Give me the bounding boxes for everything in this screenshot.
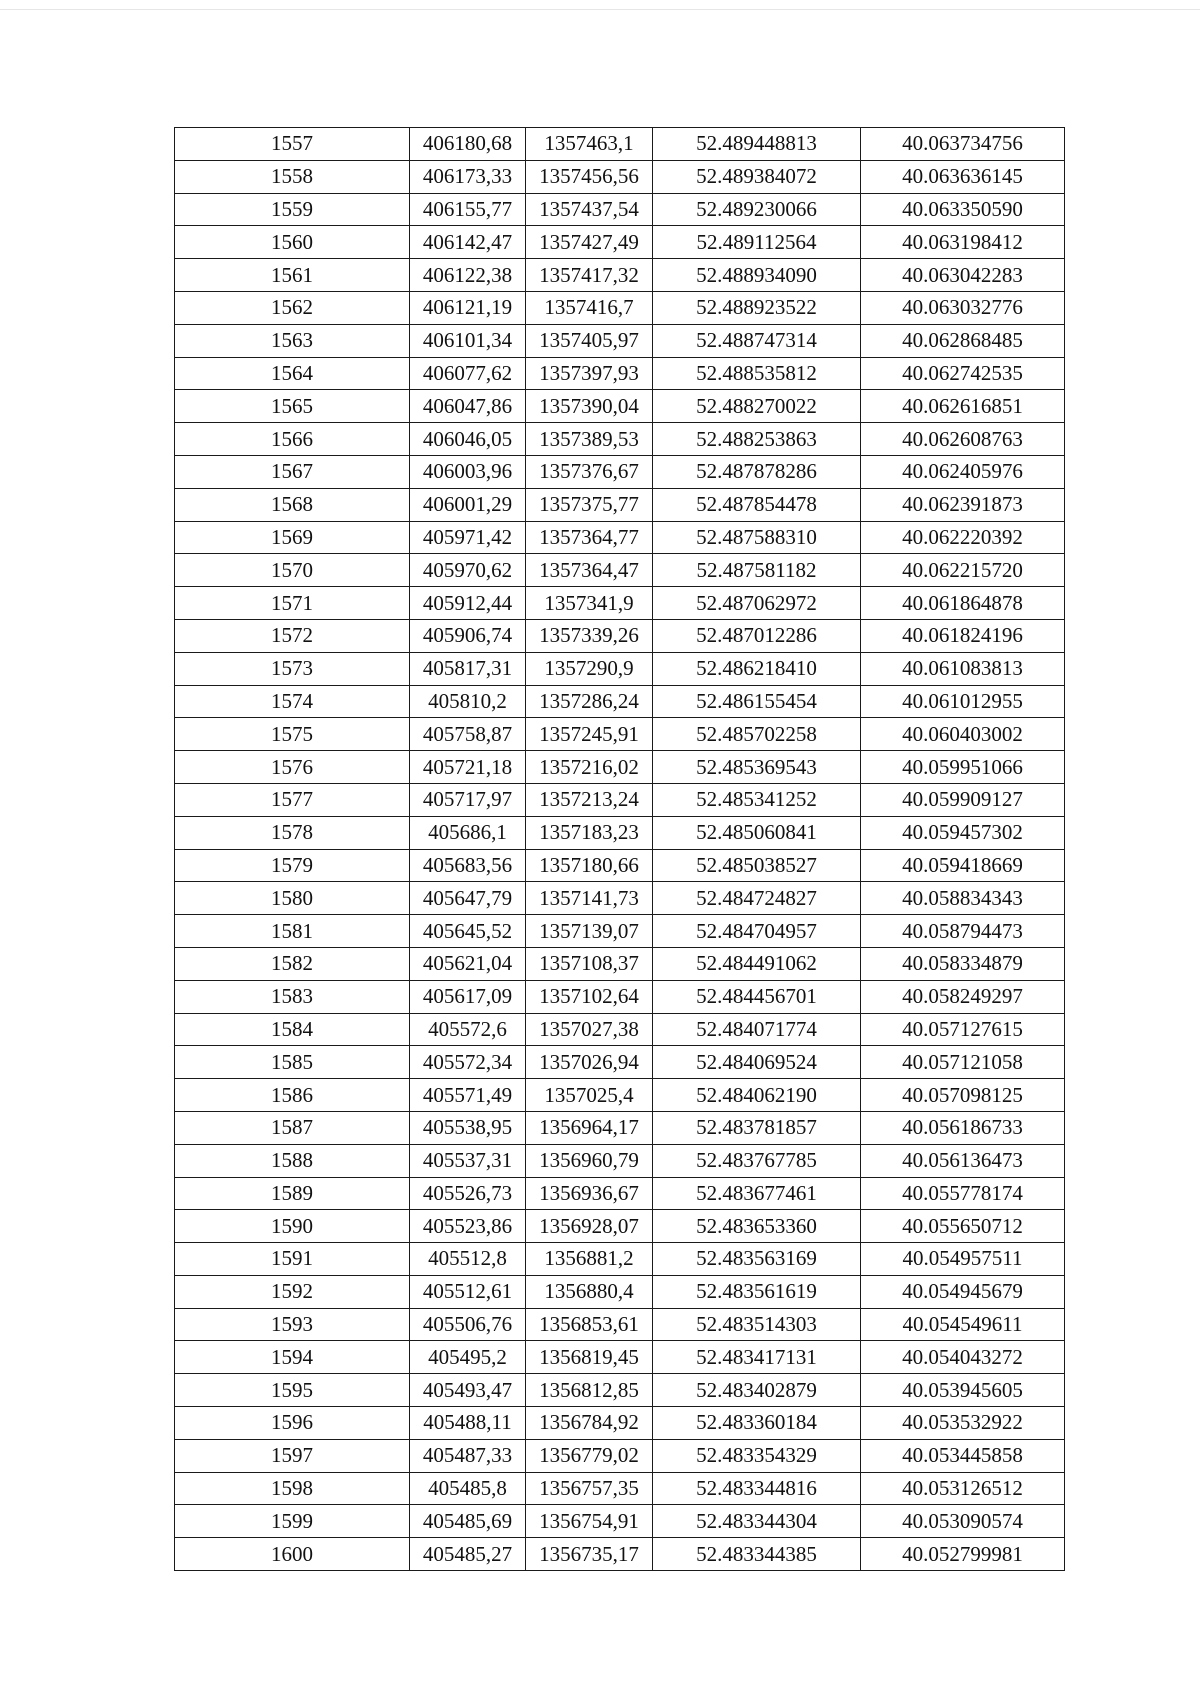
x-coordinate-cell: 405810,2	[410, 685, 526, 718]
longitude-cell: 40.055650712	[861, 1210, 1065, 1243]
y-coordinate-cell: 1357339,26	[526, 619, 653, 652]
x-coordinate-cell: 405717,97	[410, 783, 526, 816]
x-coordinate-cell: 406155,77	[410, 193, 526, 226]
longitude-cell: 40.059418669	[861, 849, 1065, 882]
table-row	[175, 783, 1065, 816]
latitude-cell: 52.486218410	[653, 652, 861, 685]
x-coordinate-cell: 405537,31	[410, 1144, 526, 1177]
point-number-cell: 1574	[175, 685, 410, 718]
x-coordinate-cell: 405572,34	[410, 1046, 526, 1079]
y-coordinate-cell: 1356779,02	[526, 1439, 653, 1472]
point-number-cell: 1599	[175, 1505, 410, 1538]
y-coordinate-cell: 1357390,04	[526, 390, 653, 423]
longitude-cell: 40.062220392	[861, 521, 1065, 554]
table-row	[175, 1177, 1065, 1210]
table-row	[175, 455, 1065, 488]
table-row	[175, 291, 1065, 324]
longitude-cell: 40.063032776	[861, 291, 1065, 324]
longitude-cell: 40.053445858	[861, 1439, 1065, 1472]
table-row	[175, 980, 1065, 1013]
y-coordinate-cell: 1357290,9	[526, 652, 653, 685]
longitude-cell: 40.062616851	[861, 390, 1065, 423]
latitude-cell: 52.483344304	[653, 1505, 861, 1538]
table-row	[175, 1111, 1065, 1144]
x-coordinate-cell: 406003,96	[410, 455, 526, 488]
table-row	[175, 1243, 1065, 1276]
point-number-cell: 1576	[175, 751, 410, 784]
point-number-cell: 1586	[175, 1079, 410, 1112]
table-row	[175, 324, 1065, 357]
table-row	[175, 915, 1065, 948]
table-row	[175, 259, 1065, 292]
x-coordinate-cell: 405506,76	[410, 1308, 526, 1341]
x-coordinate-cell: 405538,95	[410, 1111, 526, 1144]
longitude-cell: 40.056136473	[861, 1144, 1065, 1177]
x-coordinate-cell: 406001,29	[410, 488, 526, 521]
longitude-cell: 40.059457302	[861, 816, 1065, 849]
latitude-cell: 52.487878286	[653, 455, 861, 488]
point-number-cell: 1560	[175, 226, 410, 259]
y-coordinate-cell: 1357139,07	[526, 915, 653, 948]
latitude-cell: 52.484456701	[653, 980, 861, 1013]
y-coordinate-cell: 1357427,49	[526, 226, 653, 259]
latitude-cell: 52.484704957	[653, 915, 861, 948]
point-number-cell: 1588	[175, 1144, 410, 1177]
table-row	[175, 587, 1065, 620]
x-coordinate-cell: 405912,44	[410, 587, 526, 620]
table-row	[175, 357, 1065, 390]
x-coordinate-cell: 406046,05	[410, 423, 526, 456]
table-row	[175, 390, 1065, 423]
table-row	[175, 1013, 1065, 1046]
y-coordinate-cell: 1357213,24	[526, 783, 653, 816]
y-coordinate-cell: 1357216,02	[526, 751, 653, 784]
y-coordinate-cell: 1357375,77	[526, 488, 653, 521]
y-coordinate-cell: 1356757,35	[526, 1472, 653, 1505]
latitude-cell: 52.487581182	[653, 554, 861, 587]
y-coordinate-cell: 1357437,54	[526, 193, 653, 226]
latitude-cell: 52.487012286	[653, 619, 861, 652]
latitude-cell: 52.489112564	[653, 226, 861, 259]
x-coordinate-cell: 406101,34	[410, 324, 526, 357]
point-number-cell: 1593	[175, 1308, 410, 1341]
latitude-cell: 52.483344816	[653, 1472, 861, 1505]
x-coordinate-cell: 405686,1	[410, 816, 526, 849]
latitude-cell: 52.488253863	[653, 423, 861, 456]
table-row	[175, 128, 1065, 161]
point-number-cell: 1566	[175, 423, 410, 456]
x-coordinate-cell: 405526,73	[410, 1177, 526, 1210]
x-coordinate-cell: 405495,2	[410, 1341, 526, 1374]
table-row	[175, 1407, 1065, 1440]
latitude-cell: 52.488747314	[653, 324, 861, 357]
table-row	[175, 619, 1065, 652]
table-row	[175, 1374, 1065, 1407]
y-coordinate-cell: 1357102,64	[526, 980, 653, 1013]
point-number-cell: 1570	[175, 554, 410, 587]
point-number-cell: 1587	[175, 1111, 410, 1144]
table-row	[175, 718, 1065, 751]
latitude-cell: 52.486155454	[653, 685, 861, 718]
longitude-cell: 40.061083813	[861, 652, 1065, 685]
x-coordinate-cell: 406121,19	[410, 291, 526, 324]
longitude-cell: 40.058334879	[861, 947, 1065, 980]
longitude-cell: 40.063042283	[861, 259, 1065, 292]
table-row	[175, 488, 1065, 521]
point-number-cell: 1573	[175, 652, 410, 685]
point-number-cell: 1596	[175, 1407, 410, 1440]
y-coordinate-cell: 1357025,4	[526, 1079, 653, 1112]
latitude-cell: 52.484491062	[653, 947, 861, 980]
latitude-cell: 52.483653360	[653, 1210, 861, 1243]
x-coordinate-cell: 405970,62	[410, 554, 526, 587]
table-row	[175, 160, 1065, 193]
longitude-cell: 40.052799981	[861, 1538, 1065, 1571]
point-number-cell: 1563	[175, 324, 410, 357]
point-number-cell: 1590	[175, 1210, 410, 1243]
x-coordinate-cell: 405817,31	[410, 652, 526, 685]
latitude-cell: 52.483781857	[653, 1111, 861, 1144]
x-coordinate-cell: 406047,86	[410, 390, 526, 423]
y-coordinate-cell: 1357180,66	[526, 849, 653, 882]
table-row	[175, 1308, 1065, 1341]
y-coordinate-cell: 1356881,2	[526, 1243, 653, 1276]
point-number-cell: 1598	[175, 1472, 410, 1505]
longitude-cell: 40.058834343	[861, 882, 1065, 915]
coordinates-table-body	[175, 128, 1065, 1571]
y-coordinate-cell: 1357286,24	[526, 685, 653, 718]
point-number-cell: 1558	[175, 160, 410, 193]
point-number-cell: 1568	[175, 488, 410, 521]
point-number-cell: 1584	[175, 1013, 410, 1046]
table-row	[175, 751, 1065, 784]
y-coordinate-cell: 1356819,45	[526, 1341, 653, 1374]
longitude-cell: 40.054957511	[861, 1243, 1065, 1276]
table-row	[175, 1439, 1065, 1472]
y-coordinate-cell: 1357364,77	[526, 521, 653, 554]
point-number-cell: 1565	[175, 390, 410, 423]
point-number-cell: 1580	[175, 882, 410, 915]
latitude-cell: 52.483417131	[653, 1341, 861, 1374]
point-number-cell: 1575	[175, 718, 410, 751]
x-coordinate-cell: 405971,42	[410, 521, 526, 554]
latitude-cell: 52.483344385	[653, 1538, 861, 1571]
table-row	[175, 652, 1065, 685]
longitude-cell: 40.063734756	[861, 128, 1065, 161]
latitude-cell: 52.489448813	[653, 128, 861, 161]
y-coordinate-cell: 1356928,07	[526, 1210, 653, 1243]
longitude-cell: 40.060403002	[861, 718, 1065, 751]
longitude-cell: 40.053090574	[861, 1505, 1065, 1538]
point-number-cell: 1589	[175, 1177, 410, 1210]
longitude-cell: 40.061012955	[861, 685, 1065, 718]
x-coordinate-cell: 406077,62	[410, 357, 526, 390]
latitude-cell: 52.483514303	[653, 1308, 861, 1341]
x-coordinate-cell: 405572,6	[410, 1013, 526, 1046]
point-number-cell: 1578	[175, 816, 410, 849]
latitude-cell: 52.483561619	[653, 1275, 861, 1308]
table-row	[175, 816, 1065, 849]
table-row	[175, 193, 1065, 226]
longitude-cell: 40.062608763	[861, 423, 1065, 456]
longitude-cell: 40.053532922	[861, 1407, 1065, 1440]
y-coordinate-cell: 1357376,67	[526, 455, 653, 488]
table-row	[175, 1210, 1065, 1243]
latitude-cell: 52.484071774	[653, 1013, 861, 1046]
point-number-cell: 1572	[175, 619, 410, 652]
x-coordinate-cell: 405617,09	[410, 980, 526, 1013]
table-row	[175, 554, 1065, 587]
longitude-cell: 40.054945679	[861, 1275, 1065, 1308]
latitude-cell: 52.487062972	[653, 587, 861, 620]
table-row	[175, 423, 1065, 456]
latitude-cell: 52.483677461	[653, 1177, 861, 1210]
table-row	[175, 1046, 1065, 1079]
x-coordinate-cell: 405487,33	[410, 1439, 526, 1472]
longitude-cell: 40.061864878	[861, 587, 1065, 620]
longitude-cell: 40.053945605	[861, 1374, 1065, 1407]
point-number-cell: 1557	[175, 128, 410, 161]
latitude-cell: 52.489384072	[653, 160, 861, 193]
table-row	[175, 1341, 1065, 1374]
point-number-cell: 1567	[175, 455, 410, 488]
table-row	[175, 1079, 1065, 1112]
latitude-cell: 52.485369543	[653, 751, 861, 784]
x-coordinate-cell: 406142,47	[410, 226, 526, 259]
longitude-cell: 40.062215720	[861, 554, 1065, 587]
x-coordinate-cell: 405647,79	[410, 882, 526, 915]
table-row	[175, 521, 1065, 554]
point-number-cell: 1577	[175, 783, 410, 816]
x-coordinate-cell: 405523,86	[410, 1210, 526, 1243]
table-row	[175, 1275, 1065, 1308]
y-coordinate-cell: 1356936,67	[526, 1177, 653, 1210]
point-number-cell: 1595	[175, 1374, 410, 1407]
y-coordinate-cell: 1356735,17	[526, 1538, 653, 1571]
y-coordinate-cell: 1357027,38	[526, 1013, 653, 1046]
point-number-cell: 1569	[175, 521, 410, 554]
longitude-cell: 40.057121058	[861, 1046, 1065, 1079]
latitude-cell: 52.489230066	[653, 193, 861, 226]
x-coordinate-cell: 405906,74	[410, 619, 526, 652]
point-number-cell: 1581	[175, 915, 410, 948]
latitude-cell: 52.487854478	[653, 488, 861, 521]
latitude-cell: 52.483563169	[653, 1243, 861, 1276]
longitude-cell: 40.062742535	[861, 357, 1065, 390]
latitude-cell: 52.485038527	[653, 849, 861, 882]
longitude-cell: 40.063350590	[861, 193, 1065, 226]
point-number-cell: 1582	[175, 947, 410, 980]
longitude-cell: 40.063636145	[861, 160, 1065, 193]
point-number-cell: 1564	[175, 357, 410, 390]
longitude-cell: 40.057127615	[861, 1013, 1065, 1046]
y-coordinate-cell: 1357389,53	[526, 423, 653, 456]
latitude-cell: 52.483767785	[653, 1144, 861, 1177]
latitude-cell: 52.484724827	[653, 882, 861, 915]
y-coordinate-cell: 1357417,32	[526, 259, 653, 292]
x-coordinate-cell: 405758,87	[410, 718, 526, 751]
y-coordinate-cell: 1356880,4	[526, 1275, 653, 1308]
latitude-cell: 52.484062190	[653, 1079, 861, 1112]
table-row	[175, 882, 1065, 915]
table-row	[175, 849, 1065, 882]
point-number-cell: 1591	[175, 1243, 410, 1276]
table-row	[175, 1538, 1065, 1571]
longitude-cell: 40.063198412	[861, 226, 1065, 259]
x-coordinate-cell: 405621,04	[410, 947, 526, 980]
point-number-cell: 1562	[175, 291, 410, 324]
longitude-cell: 40.059951066	[861, 751, 1065, 784]
x-coordinate-cell: 405645,52	[410, 915, 526, 948]
latitude-cell: 52.488923522	[653, 291, 861, 324]
x-coordinate-cell: 406173,33	[410, 160, 526, 193]
y-coordinate-cell: 1356853,61	[526, 1308, 653, 1341]
latitude-cell: 52.485341252	[653, 783, 861, 816]
x-coordinate-cell: 405571,49	[410, 1079, 526, 1112]
point-number-cell: 1592	[175, 1275, 410, 1308]
y-coordinate-cell: 1356960,79	[526, 1144, 653, 1177]
longitude-cell: 40.062405976	[861, 455, 1065, 488]
y-coordinate-cell: 1356754,91	[526, 1505, 653, 1538]
y-coordinate-cell: 1357245,91	[526, 718, 653, 751]
x-coordinate-cell: 405493,47	[410, 1374, 526, 1407]
latitude-cell: 52.487588310	[653, 521, 861, 554]
point-number-cell: 1597	[175, 1439, 410, 1472]
longitude-cell: 40.054549611	[861, 1308, 1065, 1341]
latitude-cell: 52.488270022	[653, 390, 861, 423]
x-coordinate-cell: 405485,69	[410, 1505, 526, 1538]
longitude-cell: 40.056186733	[861, 1111, 1065, 1144]
x-coordinate-cell: 405683,56	[410, 849, 526, 882]
y-coordinate-cell: 1357416,7	[526, 291, 653, 324]
y-coordinate-cell: 1357108,37	[526, 947, 653, 980]
table-row	[175, 1472, 1065, 1505]
longitude-cell: 40.053126512	[861, 1472, 1065, 1505]
latitude-cell: 52.488535812	[653, 357, 861, 390]
y-coordinate-cell: 1356784,92	[526, 1407, 653, 1440]
coordinates-table	[174, 127, 1065, 1571]
y-coordinate-cell: 1357463,1	[526, 128, 653, 161]
x-coordinate-cell: 405512,61	[410, 1275, 526, 1308]
y-coordinate-cell: 1356812,85	[526, 1374, 653, 1407]
point-number-cell: 1579	[175, 849, 410, 882]
y-coordinate-cell: 1356964,17	[526, 1111, 653, 1144]
longitude-cell: 40.058794473	[861, 915, 1065, 948]
longitude-cell: 40.057098125	[861, 1079, 1065, 1112]
longitude-cell: 40.062391873	[861, 488, 1065, 521]
point-number-cell: 1583	[175, 980, 410, 1013]
y-coordinate-cell: 1357456,56	[526, 160, 653, 193]
longitude-cell: 40.055778174	[861, 1177, 1065, 1210]
table-row	[175, 947, 1065, 980]
y-coordinate-cell: 1357141,73	[526, 882, 653, 915]
scan-edge-line	[0, 9, 1200, 10]
latitude-cell: 52.484069524	[653, 1046, 861, 1079]
longitude-cell: 40.058249297	[861, 980, 1065, 1013]
y-coordinate-cell: 1357183,23	[526, 816, 653, 849]
y-coordinate-cell: 1357364,47	[526, 554, 653, 587]
latitude-cell: 52.483360184	[653, 1407, 861, 1440]
table-row	[175, 685, 1065, 718]
x-coordinate-cell: 405488,11	[410, 1407, 526, 1440]
latitude-cell: 52.488934090	[653, 259, 861, 292]
table-row	[175, 1144, 1065, 1177]
latitude-cell: 52.483402879	[653, 1374, 861, 1407]
longitude-cell: 40.054043272	[861, 1341, 1065, 1374]
table-row	[175, 1505, 1065, 1538]
y-coordinate-cell: 1357026,94	[526, 1046, 653, 1079]
latitude-cell: 52.485702258	[653, 718, 861, 751]
x-coordinate-cell: 405485,27	[410, 1538, 526, 1571]
x-coordinate-cell: 405721,18	[410, 751, 526, 784]
point-number-cell: 1600	[175, 1538, 410, 1571]
point-number-cell: 1585	[175, 1046, 410, 1079]
longitude-cell: 40.061824196	[861, 619, 1065, 652]
point-number-cell: 1571	[175, 587, 410, 620]
x-coordinate-cell: 405485,8	[410, 1472, 526, 1505]
latitude-cell: 52.483354329	[653, 1439, 861, 1472]
longitude-cell: 40.062868485	[861, 324, 1065, 357]
y-coordinate-cell: 1357397,93	[526, 357, 653, 390]
x-coordinate-cell: 406122,38	[410, 259, 526, 292]
y-coordinate-cell: 1357405,97	[526, 324, 653, 357]
longitude-cell: 40.059909127	[861, 783, 1065, 816]
x-coordinate-cell: 406180,68	[410, 128, 526, 161]
point-number-cell: 1594	[175, 1341, 410, 1374]
latitude-cell: 52.485060841	[653, 816, 861, 849]
table-row	[175, 226, 1065, 259]
point-number-cell: 1559	[175, 193, 410, 226]
y-coordinate-cell: 1357341,9	[526, 587, 653, 620]
point-number-cell: 1561	[175, 259, 410, 292]
x-coordinate-cell: 405512,8	[410, 1243, 526, 1276]
